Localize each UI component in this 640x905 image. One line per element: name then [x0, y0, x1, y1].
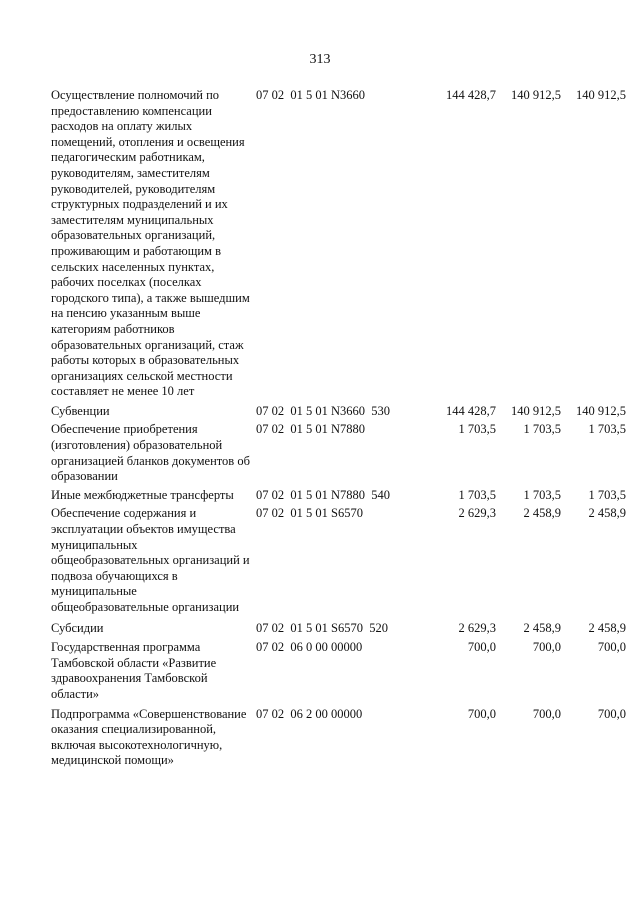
row-value-3: 1 703,5 — [588, 487, 626, 502]
row-value-2: 2 458,9 — [523, 620, 561, 635]
row-value-3: 140 912,5 — [576, 403, 626, 418]
row-code: 07 02 06 2 00 00000 — [256, 706, 363, 721]
table-row — [51, 488, 626, 504]
row-name: Субвенции — [51, 403, 110, 418]
table-row — [51, 621, 626, 637]
row-name: Иные межбюджетные трансферты — [51, 487, 234, 502]
budget-table — [51, 88, 626, 771]
table-row — [51, 707, 626, 769]
row-value-3: 1 703,5 — [588, 422, 626, 437]
row-name: Субсидии — [51, 620, 104, 635]
row-value-2: 140 912,5 — [511, 88, 561, 102]
table-row — [51, 422, 626, 484]
row-value-2: 2 458,9 — [523, 506, 561, 521]
row-value-2: 1 703,5 — [523, 422, 561, 437]
row-value-2: 700,0 — [532, 706, 561, 721]
row-name: Осуществление полномочий по предоставлению компенсации расходов на оплату жилых помещений, отопления и освещения педагогическим работникам, руководителям, заместителям руководителей, руководителям структурных подразделений и их заместителям муниципальных образовательных организаций, проживающим и работающим в сельских населенных пунктах, рабочих поселках (поселках городского типа), а также вышедшим на пенсию указанным выше категориям работников образовательных организаций, стаж работы которых в образовательных организациях сельской местности составляет не менее 10 лет — [51, 88, 250, 399]
table-row — [51, 506, 626, 615]
row-code: 07 02 01 5 01 S6570 — [256, 506, 363, 521]
row-value-1: 144 428,7 — [446, 88, 496, 102]
row-value-1: 2 629,3 — [458, 506, 496, 521]
row-name: Обеспечение содержания и эксплуатации объектов имущества муниципальных общеобразовательных организаций и подвоза обучающихся в муниципальные общеобразовательные организации — [51, 506, 250, 614]
row-value-2: 140 912,5 — [511, 403, 561, 418]
row-code: 07 02 01 5 01 S6570 520 — [256, 620, 388, 635]
row-value-3: 700,0 — [597, 706, 626, 721]
row-value-1: 1 703,5 — [458, 487, 496, 502]
row-value-1: 1 703,5 — [458, 422, 496, 437]
row-value-3: 140 912,5 — [576, 88, 626, 102]
table-row — [51, 88, 626, 400]
table-row — [51, 640, 626, 702]
row-name: Обеспечение приобретения (изготовления) образовательной организацией бланков документов об образовании — [51, 422, 250, 484]
row-value-1: 2 629,3 — [458, 620, 496, 635]
row-value-3: 2 458,9 — [588, 506, 626, 521]
row-value-3: 700,0 — [597, 640, 626, 655]
page-number: 313 — [309, 52, 331, 67]
row-code: 07 02 01 5 01 N3660 — [256, 88, 366, 102]
row-code: 07 02 01 5 01 N7880 — [256, 422, 366, 437]
row-code: 07 02 01 5 01 N7880 540 — [256, 487, 391, 502]
row-name: Государственная программа Тамбовской области «Развитие здравоохранения Тамбовской области» — [51, 640, 217, 701]
row-code: 07 02 01 5 01 N3660 530 — [256, 403, 391, 418]
row-value-2: 1 703,5 — [523, 487, 561, 502]
table-row — [51, 404, 626, 420]
row-value-3: 2 458,9 — [588, 620, 626, 635]
row-name: Подпрограмма «Совершенствование оказания специализированной, включая высокотехнологичную, медицинской помощи» — [51, 706, 247, 768]
row-value-1: 700,0 — [467, 640, 496, 655]
row-code: 07 02 06 0 00 00000 — [256, 640, 363, 655]
row-value-1: 700,0 — [467, 706, 496, 721]
row-value-1: 144 428,7 — [446, 403, 496, 418]
row-value-2: 700,0 — [532, 640, 561, 655]
